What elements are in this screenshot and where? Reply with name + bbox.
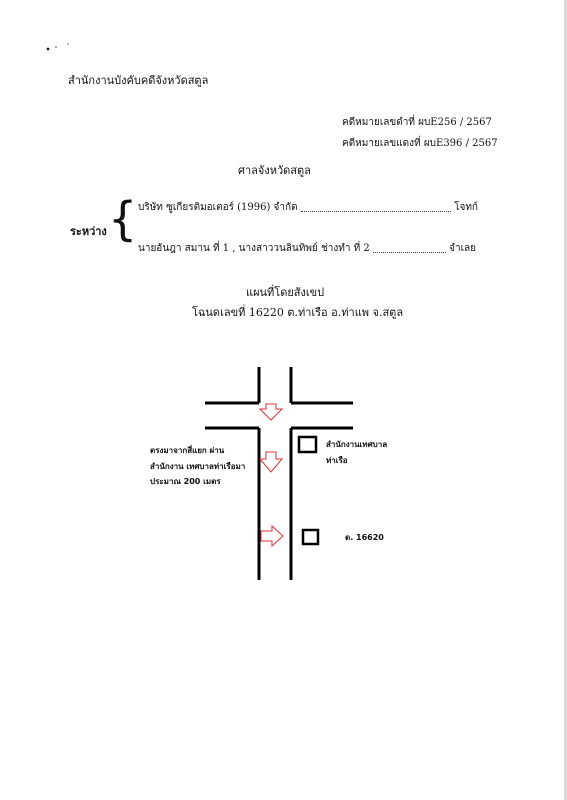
brace-symbol: { xyxy=(108,192,138,246)
arrow-down-icon xyxy=(260,452,282,472)
scan-speck xyxy=(67,43,68,44)
directions-note: ตรงมาจากสี่แยก ผ่านสำนักงาน เทศบาลท่าเรือมา ประมาณ 200 เมตร xyxy=(150,446,246,486)
plaintiff-role: โจทก์ xyxy=(454,202,478,213)
court-name: ศาลจังหวัดสตูล xyxy=(238,164,311,177)
plaintiff-name: บริษัท ซูเกียรติมอเตอร์ (1996) จำกัด xyxy=(138,202,298,213)
office-label: สำนักงานเทศบาล ท่าเรือ xyxy=(326,440,388,465)
black-case-number: คดีหมายเลขดำที่ ผบE256 / 2567 xyxy=(342,117,492,128)
scan-speck xyxy=(55,46,57,48)
lot-marker xyxy=(303,530,318,544)
between-label: ระหว่าง xyxy=(70,225,107,238)
arrow-right-icon xyxy=(261,526,283,546)
deed-info: โฉนดเลขที่ 16220 ต.ท่าเรือ อ.ท่าแพ จ.สตูล xyxy=(192,306,404,319)
office-marker xyxy=(299,437,316,452)
lot-label: ต. 16620 xyxy=(345,533,384,542)
defendant-role: จำเลย xyxy=(449,243,476,254)
map-title: แผนที่โดยสังเขป xyxy=(246,286,325,299)
scan-speck xyxy=(47,48,50,51)
red-case-number: คดีหมายเลขแดงที่ ผบE396 / 2567 xyxy=(342,138,498,149)
office-name: สำนักงานบังคับคดีจังหวัดสตูล xyxy=(68,74,209,87)
arrow-down-icon xyxy=(260,404,282,420)
defendant-name: นายอันฎา สมาน ที่ 1 , นางสาววนลินทิพย์ ช่างทำ ที่ 2 xyxy=(138,243,370,254)
